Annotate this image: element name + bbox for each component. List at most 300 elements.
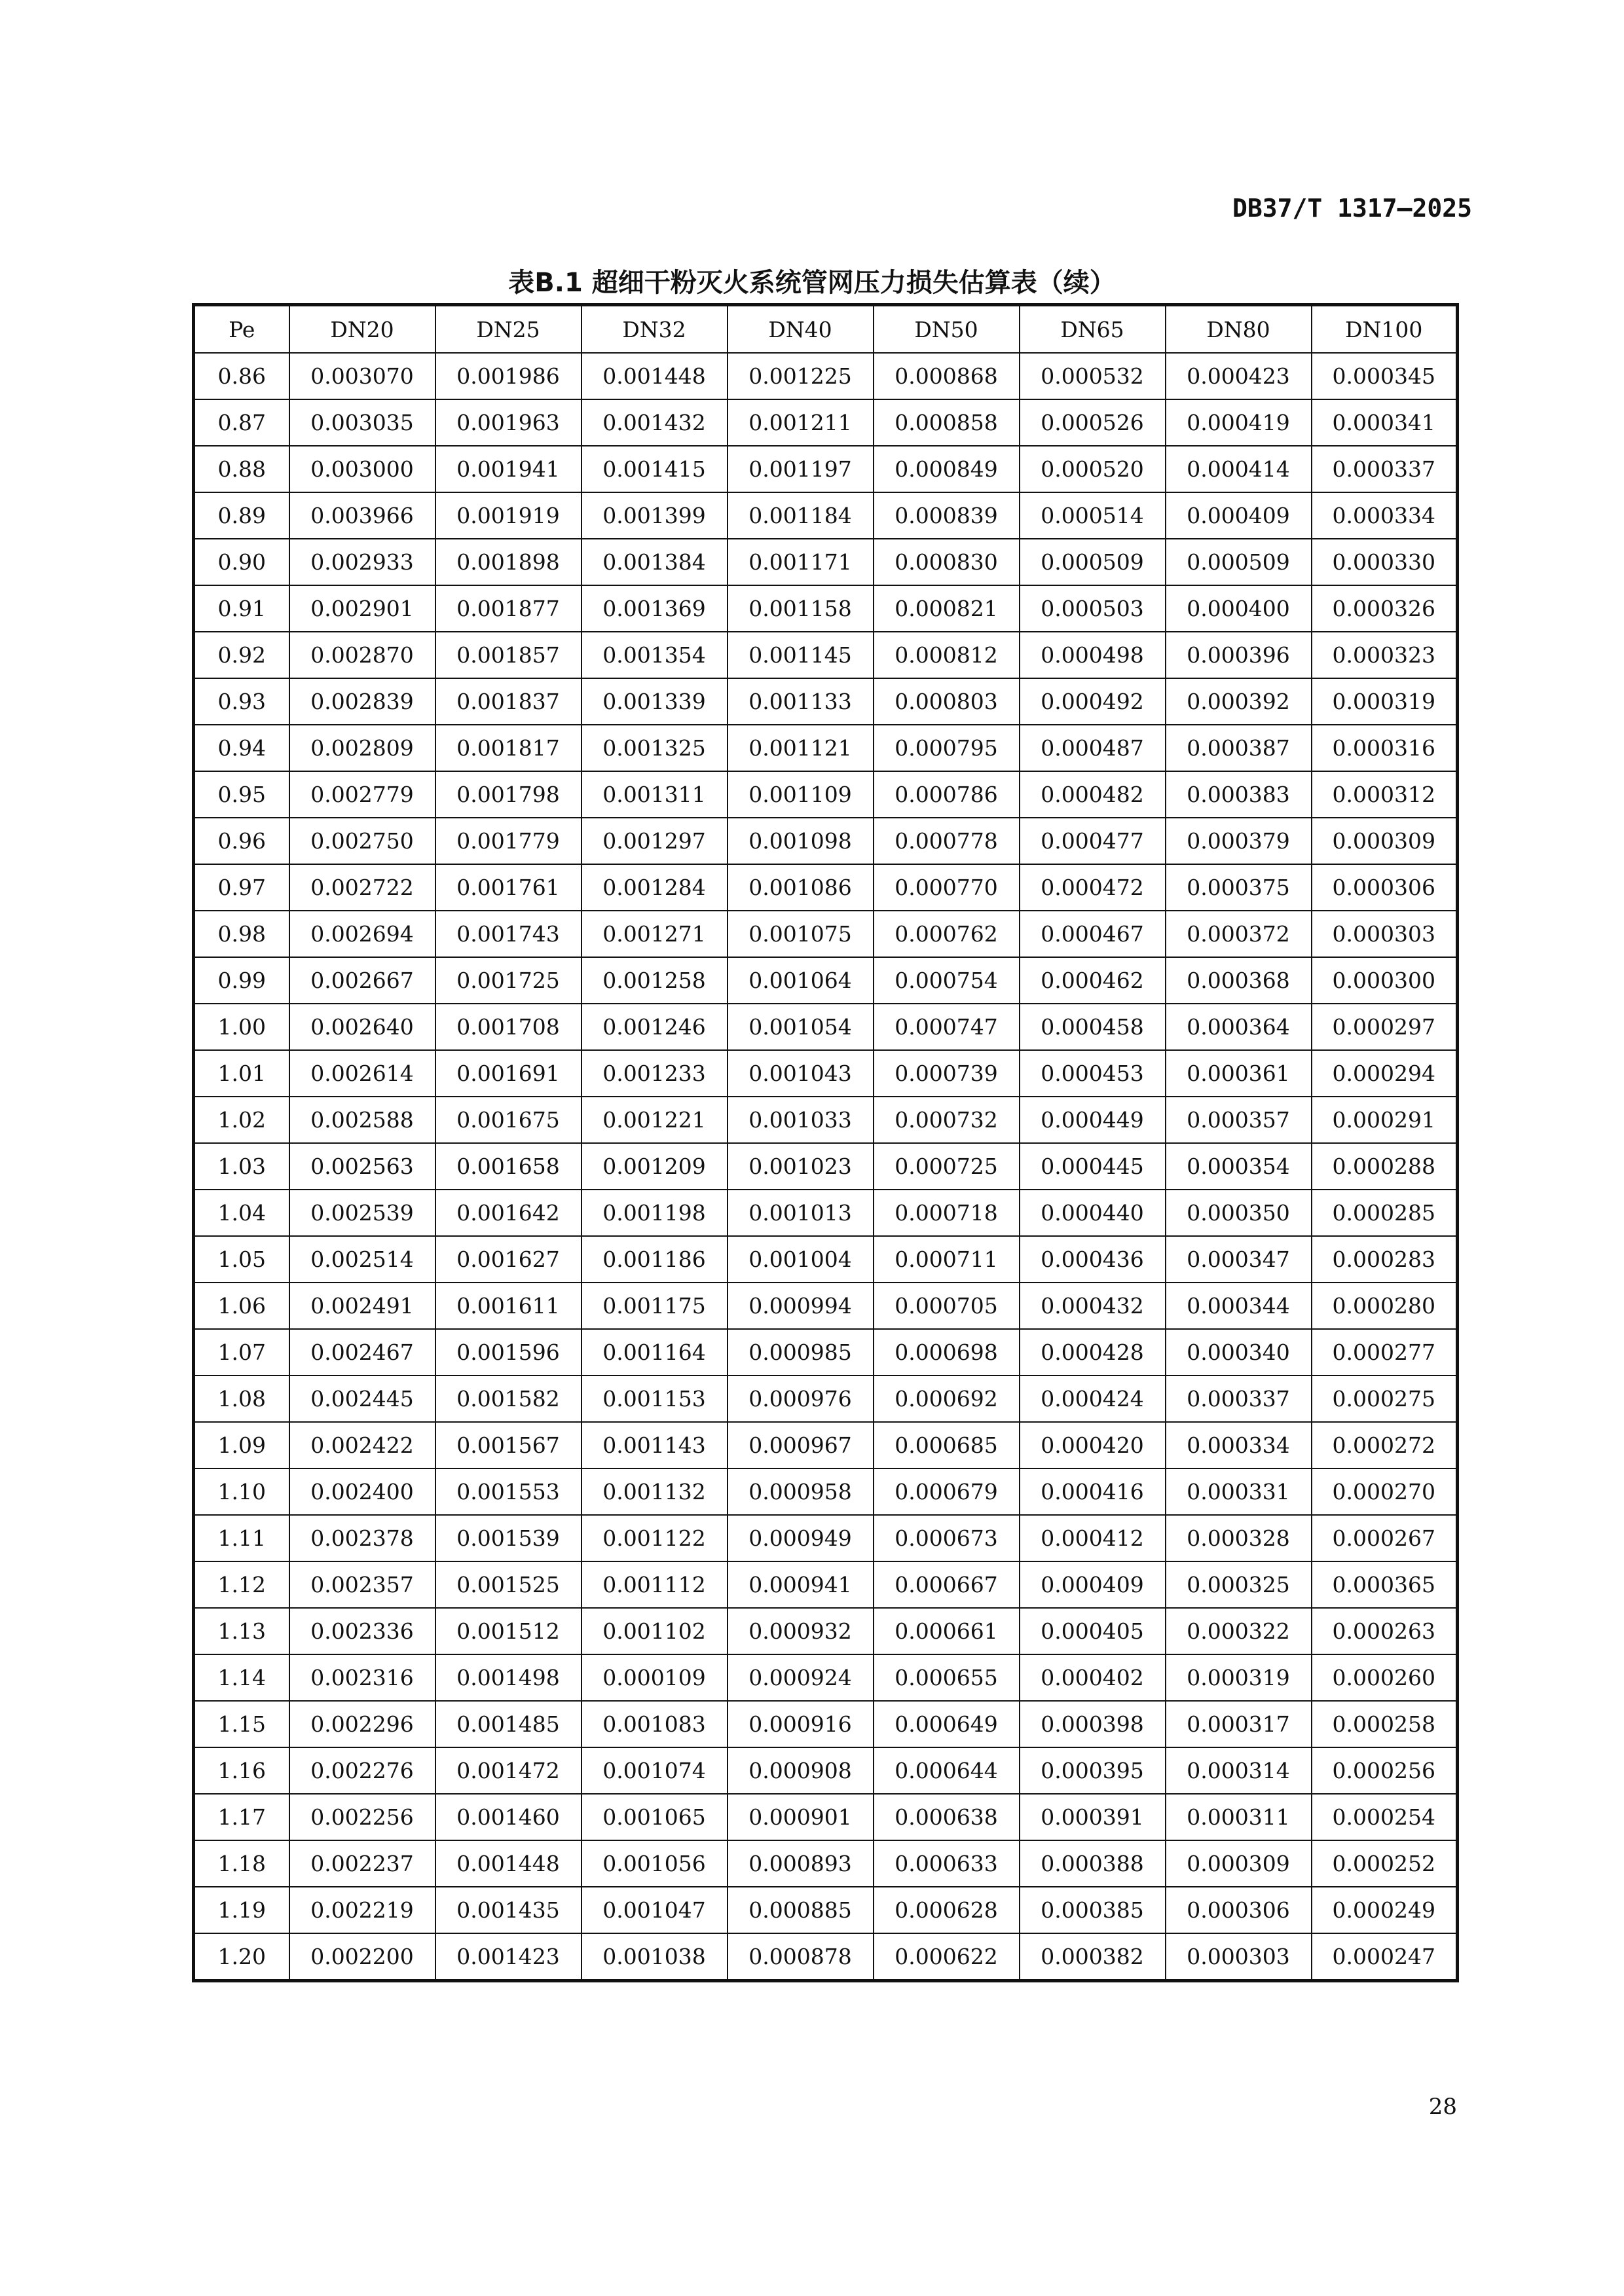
pe-cell: 1.07 (194, 1329, 289, 1376)
loss-value-cell: 0.000306 (1312, 864, 1458, 911)
loss-value-cell: 0.001233 (581, 1050, 728, 1097)
pe-cell: 1.00 (194, 1004, 289, 1050)
loss-value-cell: 0.000482 (1020, 771, 1166, 818)
loss-value-cell: 0.000747 (874, 1004, 1020, 1050)
pe-cell: 1.09 (194, 1422, 289, 1468)
loss-value-cell: 0.002901 (289, 585, 435, 632)
loss-value-cell: 0.000288 (1312, 1143, 1458, 1190)
loss-value-cell: 0.002256 (289, 1794, 435, 1840)
loss-value-cell: 0.000498 (1020, 632, 1166, 678)
loss-value-cell: 0.000341 (1312, 399, 1458, 446)
loss-value-cell: 0.000462 (1020, 957, 1166, 1004)
loss-value-cell: 0.000858 (874, 399, 1020, 446)
table-row (194, 1376, 1458, 1422)
loss-value-cell: 0.003070 (289, 353, 435, 399)
loss-value-cell: 0.000303 (1166, 1933, 1312, 1981)
table-row (194, 1143, 1458, 1190)
loss-value-cell: 0.001153 (581, 1376, 728, 1422)
pe-cell: 1.05 (194, 1236, 289, 1283)
loss-value-cell: 0.000361 (1166, 1050, 1312, 1097)
pe-cell: 0.93 (194, 678, 289, 725)
loss-value-cell: 0.001817 (435, 725, 581, 771)
loss-value-cell: 0.000375 (1166, 864, 1312, 911)
pe-cell: 0.99 (194, 957, 289, 1004)
loss-value-cell: 0.000405 (1020, 1608, 1166, 1654)
loss-value-cell: 0.002563 (289, 1143, 435, 1190)
loss-value-cell: 0.001145 (728, 632, 874, 678)
standard-code: DB37/T 1317—2025 (1232, 194, 1472, 223)
loss-value-cell: 0.001919 (435, 492, 581, 539)
loss-value-cell: 0.001074 (581, 1747, 728, 1794)
loss-value-cell: 0.001435 (435, 1887, 581, 1933)
loss-value-cell: 0.002422 (289, 1422, 435, 1468)
table-row (194, 632, 1458, 678)
loss-value-cell: 0.000739 (874, 1050, 1020, 1097)
loss-value-cell: 0.000732 (874, 1097, 1020, 1143)
loss-value-cell: 0.000967 (728, 1422, 874, 1468)
loss-value-cell: 0.000249 (1312, 1887, 1458, 1933)
loss-value-cell: 0.000337 (1166, 1376, 1312, 1422)
loss-value-cell: 0.000520 (1020, 446, 1166, 492)
loss-value-cell: 0.001112 (581, 1561, 728, 1608)
table-row (194, 1422, 1458, 1468)
loss-value-cell: 0.000514 (1020, 492, 1166, 539)
loss-value-cell: 0.002694 (289, 911, 435, 957)
loss-value-cell: 0.000795 (874, 725, 1020, 771)
loss-value-cell: 0.001186 (581, 1236, 728, 1283)
pe-cell: 0.98 (194, 911, 289, 957)
table-row (194, 492, 1458, 539)
pe-cell: 1.19 (194, 1887, 289, 1933)
column-header-dn25: DN25 (435, 305, 581, 354)
loss-value-cell: 0.000893 (728, 1840, 874, 1887)
loss-value-cell: 0.001023 (728, 1143, 874, 1190)
loss-value-cell: 0.000667 (874, 1561, 1020, 1608)
loss-value-cell: 0.000868 (874, 353, 1020, 399)
table-header-row (194, 305, 1458, 354)
loss-value-cell: 0.000317 (1166, 1701, 1312, 1747)
loss-value-cell: 0.000350 (1166, 1190, 1312, 1236)
loss-value-cell: 0.001086 (728, 864, 874, 911)
loss-value-cell: 0.001133 (728, 678, 874, 725)
loss-value-cell: 0.000263 (1312, 1608, 1458, 1654)
loss-value-cell: 0.000628 (874, 1887, 1020, 1933)
loss-value-cell: 0.002933 (289, 539, 435, 585)
loss-value-cell: 0.001539 (435, 1515, 581, 1561)
loss-value-cell: 0.000272 (1312, 1422, 1458, 1468)
loss-value-cell: 0.000778 (874, 818, 1020, 864)
loss-value-cell: 0.000328 (1166, 1515, 1312, 1561)
loss-value-cell: 0.001596 (435, 1329, 581, 1376)
loss-value-cell: 0.000357 (1166, 1097, 1312, 1143)
loss-value-cell: 0.000280 (1312, 1283, 1458, 1329)
pe-cell: 0.94 (194, 725, 289, 771)
column-header-dn20: DN20 (289, 305, 435, 354)
loss-value-cell: 0.000330 (1312, 539, 1458, 585)
table-row (194, 1840, 1458, 1887)
loss-value-cell: 0.000402 (1020, 1654, 1166, 1701)
loss-value-cell: 0.000270 (1312, 1468, 1458, 1515)
loss-value-cell: 0.000830 (874, 539, 1020, 585)
table-row (194, 1236, 1458, 1283)
loss-value-cell: 0.002378 (289, 1515, 435, 1561)
loss-value-cell: 0.001258 (581, 957, 728, 1004)
loss-value-cell: 0.000685 (874, 1422, 1020, 1468)
loss-value-cell: 0.001065 (581, 1794, 728, 1840)
loss-value-cell: 0.001102 (581, 1608, 728, 1654)
pe-cell: 1.03 (194, 1143, 289, 1190)
loss-value-cell: 0.001837 (435, 678, 581, 725)
loss-value-cell: 0.002336 (289, 1608, 435, 1654)
loss-value-cell: 0.000372 (1166, 911, 1312, 957)
pe-cell: 1.16 (194, 1747, 289, 1794)
table-row (194, 353, 1458, 399)
loss-value-cell: 0.000812 (874, 632, 1020, 678)
loss-value-cell: 0.000916 (728, 1701, 874, 1747)
loss-value-cell: 0.000932 (728, 1608, 874, 1654)
loss-value-cell: 0.001246 (581, 1004, 728, 1050)
loss-value-cell: 0.003000 (289, 446, 435, 492)
table-row (194, 1608, 1458, 1654)
loss-value-cell: 0.000420 (1020, 1422, 1166, 1468)
loss-value-cell: 0.000297 (1312, 1004, 1458, 1050)
loss-value-cell: 0.000277 (1312, 1329, 1458, 1376)
loss-value-cell: 0.001121 (728, 725, 874, 771)
loss-value-cell: 0.002667 (289, 957, 435, 1004)
loss-value-cell: 0.000924 (728, 1654, 874, 1701)
loss-value-cell: 0.001691 (435, 1050, 581, 1097)
page-number: 28 (1428, 2094, 1457, 2120)
loss-value-cell: 0.000388 (1020, 1840, 1166, 1887)
loss-value-cell: 0.000424 (1020, 1376, 1166, 1422)
loss-value-cell: 0.000445 (1020, 1143, 1166, 1190)
loss-value-cell: 0.001448 (581, 353, 728, 399)
loss-value-cell: 0.000821 (874, 585, 1020, 632)
loss-value-cell: 0.000416 (1020, 1468, 1166, 1515)
loss-value-cell: 0.000725 (874, 1143, 1020, 1190)
table-row (194, 1050, 1458, 1097)
table-row (194, 399, 1458, 446)
loss-value-cell: 0.000409 (1166, 492, 1312, 539)
table-row (194, 957, 1458, 1004)
table-row (194, 1701, 1458, 1747)
table-row (194, 1004, 1458, 1050)
loss-value-cell: 0.000754 (874, 957, 1020, 1004)
table-row (194, 911, 1458, 957)
loss-value-cell: 0.001054 (728, 1004, 874, 1050)
loss-value-cell: 0.001033 (728, 1097, 874, 1143)
pe-cell: 1.20 (194, 1933, 289, 1981)
loss-value-cell: 0.000400 (1166, 585, 1312, 632)
table-row (194, 864, 1458, 911)
loss-value-cell: 0.000319 (1312, 678, 1458, 725)
loss-value-cell: 0.001339 (581, 678, 728, 725)
loss-value-cell: 0.001708 (435, 1004, 581, 1050)
loss-value-cell: 0.001043 (728, 1050, 874, 1097)
loss-value-cell: 0.000379 (1166, 818, 1312, 864)
loss-value-cell: 0.002870 (289, 632, 435, 678)
pe-cell: 1.10 (194, 1468, 289, 1515)
loss-value-cell: 0.000487 (1020, 725, 1166, 771)
loss-value-cell: 0.000949 (728, 1515, 874, 1561)
loss-value-cell: 0.002357 (289, 1561, 435, 1608)
table-row (194, 818, 1458, 864)
loss-value-cell: 0.002588 (289, 1097, 435, 1143)
loss-value-cell: 0.001761 (435, 864, 581, 911)
pe-cell: 1.06 (194, 1283, 289, 1329)
loss-value-cell: 0.000314 (1166, 1747, 1312, 1794)
loss-value-cell: 0.000391 (1020, 1794, 1166, 1840)
table-title: 表B.1 超细干粉灭火系统管网压力损失估算表（续） (508, 268, 1116, 298)
loss-value-cell: 0.000423 (1166, 353, 1312, 399)
loss-value-cell: 0.001675 (435, 1097, 581, 1143)
loss-value-cell: 0.001512 (435, 1608, 581, 1654)
loss-value-cell: 0.000109 (581, 1654, 728, 1701)
loss-value-cell: 0.000319 (1166, 1654, 1312, 1701)
loss-value-cell: 0.000419 (1166, 399, 1312, 446)
pe-cell: 1.02 (194, 1097, 289, 1143)
loss-value-cell: 0.001423 (435, 1933, 581, 1981)
loss-value-cell: 0.000365 (1312, 1561, 1458, 1608)
pe-cell: 0.97 (194, 864, 289, 911)
loss-value-cell: 0.002722 (289, 864, 435, 911)
loss-value-cell: 0.000256 (1312, 1747, 1458, 1794)
loss-value-cell: 0.001658 (435, 1143, 581, 1190)
loss-value-cell: 0.000383 (1166, 771, 1312, 818)
loss-value-cell: 0.000285 (1312, 1190, 1458, 1236)
loss-value-cell: 0.000770 (874, 864, 1020, 911)
loss-value-cell: 0.002237 (289, 1840, 435, 1887)
loss-value-cell: 0.000718 (874, 1190, 1020, 1236)
loss-value-cell: 0.000477 (1020, 818, 1166, 864)
loss-value-cell: 0.000325 (1166, 1561, 1312, 1608)
loss-value-cell: 0.001963 (435, 399, 581, 446)
table-row (194, 678, 1458, 725)
loss-value-cell: 0.001415 (581, 446, 728, 492)
loss-value-cell: 0.000436 (1020, 1236, 1166, 1283)
loss-value-cell: 0.000638 (874, 1794, 1020, 1840)
pe-cell: 1.18 (194, 1840, 289, 1887)
loss-value-cell: 0.000340 (1166, 1329, 1312, 1376)
loss-value-cell: 0.000976 (728, 1376, 874, 1422)
loss-value-cell: 0.001271 (581, 911, 728, 957)
loss-value-cell: 0.000449 (1020, 1097, 1166, 1143)
pe-cell: 0.91 (194, 585, 289, 632)
column-header-dn65: DN65 (1020, 305, 1166, 354)
loss-value-cell: 0.000396 (1166, 632, 1312, 678)
pe-cell: 1.17 (194, 1794, 289, 1840)
loss-value-cell: 0.000283 (1312, 1236, 1458, 1283)
loss-value-cell: 0.001642 (435, 1190, 581, 1236)
loss-value-cell: 0.000692 (874, 1376, 1020, 1422)
loss-value-cell: 0.000673 (874, 1515, 1020, 1561)
loss-value-cell: 0.000247 (1312, 1933, 1458, 1981)
loss-value-cell: 0.001432 (581, 399, 728, 446)
loss-value-cell: 0.000275 (1312, 1376, 1458, 1422)
table-row (194, 446, 1458, 492)
loss-value-cell: 0.000453 (1020, 1050, 1166, 1097)
loss-value-cell: 0.000432 (1020, 1283, 1166, 1329)
loss-value-cell: 0.000655 (874, 1654, 1020, 1701)
loss-value-cell: 0.000368 (1166, 957, 1312, 1004)
loss-value-cell: 0.000303 (1312, 911, 1458, 957)
loss-value-cell: 0.000509 (1166, 539, 1312, 585)
loss-value-cell: 0.000885 (728, 1887, 874, 1933)
loss-value-cell: 0.002296 (289, 1701, 435, 1747)
pe-cell: 0.86 (194, 353, 289, 399)
loss-value-cell: 0.000334 (1312, 492, 1458, 539)
loss-value-cell: 0.003966 (289, 492, 435, 539)
loss-value-cell: 0.001525 (435, 1561, 581, 1608)
loss-value-cell: 0.000705 (874, 1283, 1020, 1329)
loss-value-cell: 0.001038 (581, 1933, 728, 1981)
loss-value-cell: 0.000331 (1166, 1468, 1312, 1515)
loss-value-cell: 0.001064 (728, 957, 874, 1004)
loss-value-cell: 0.000385 (1020, 1887, 1166, 1933)
table-row (194, 539, 1458, 585)
loss-value-cell: 0.000306 (1166, 1887, 1312, 1933)
loss-value-cell: 0.001498 (435, 1654, 581, 1701)
loss-value-cell: 0.001184 (728, 492, 874, 539)
loss-value-cell: 0.000345 (1312, 353, 1458, 399)
loss-value-cell: 0.000661 (874, 1608, 1020, 1654)
loss-value-cell: 0.001311 (581, 771, 728, 818)
table-row (194, 725, 1458, 771)
loss-value-cell: 0.001384 (581, 539, 728, 585)
loss-value-cell: 0.000291 (1312, 1097, 1458, 1143)
loss-value-cell: 0.001611 (435, 1283, 581, 1329)
loss-value-cell: 0.001472 (435, 1747, 581, 1794)
loss-value-cell: 0.002276 (289, 1747, 435, 1794)
table-row (194, 1468, 1458, 1515)
loss-value-cell: 0.001221 (581, 1097, 728, 1143)
column-header-dn100: DN100 (1312, 305, 1458, 354)
table-row (194, 1933, 1458, 1981)
loss-value-cell: 0.000762 (874, 911, 1020, 957)
loss-value-cell: 0.001284 (581, 864, 728, 911)
loss-value-cell: 0.002445 (289, 1376, 435, 1422)
loss-value-cell: 0.001448 (435, 1840, 581, 1887)
loss-value-cell: 0.000354 (1166, 1143, 1312, 1190)
loss-value-cell: 0.000254 (1312, 1794, 1458, 1840)
loss-value-cell: 0.001779 (435, 818, 581, 864)
loss-value-cell: 0.002514 (289, 1236, 435, 1283)
loss-value-cell: 0.001109 (728, 771, 874, 818)
loss-value-cell: 0.000309 (1166, 1840, 1312, 1887)
loss-value-cell: 0.001175 (581, 1283, 728, 1329)
loss-value-cell: 0.001047 (581, 1887, 728, 1933)
loss-value-cell: 0.001132 (581, 1468, 728, 1515)
pe-cell: 0.88 (194, 446, 289, 492)
pe-cell: 0.96 (194, 818, 289, 864)
loss-value-cell: 0.001369 (581, 585, 728, 632)
loss-value-cell: 0.001197 (728, 446, 874, 492)
loss-value-cell: 0.000458 (1020, 1004, 1166, 1050)
loss-value-cell: 0.000622 (874, 1933, 1020, 1981)
loss-value-cell: 0.000395 (1020, 1747, 1166, 1794)
loss-value-cell: 0.000985 (728, 1329, 874, 1376)
column-header-dn40: DN40 (728, 305, 874, 354)
table-row (194, 771, 1458, 818)
loss-value-cell: 0.001158 (728, 585, 874, 632)
loss-value-cell: 0.000472 (1020, 864, 1166, 911)
loss-value-cell: 0.001225 (728, 353, 874, 399)
loss-value-cell: 0.000260 (1312, 1654, 1458, 1701)
loss-value-cell: 0.000649 (874, 1701, 1020, 1747)
loss-value-cell: 0.001941 (435, 446, 581, 492)
pe-cell: 1.15 (194, 1701, 289, 1747)
loss-value-cell: 0.000387 (1166, 725, 1312, 771)
loss-value-cell: 0.002467 (289, 1329, 435, 1376)
pe-cell: 0.95 (194, 771, 289, 818)
loss-value-cell: 0.001627 (435, 1236, 581, 1283)
loss-value-cell: 0.000364 (1166, 1004, 1312, 1050)
loss-value-cell: 0.002219 (289, 1887, 435, 1933)
loss-value-cell: 0.001143 (581, 1422, 728, 1468)
loss-value-cell: 0.002491 (289, 1283, 435, 1329)
table-row (194, 1097, 1458, 1143)
table-row (194, 585, 1458, 632)
loss-value-cell: 0.001325 (581, 725, 728, 771)
loss-value-cell: 0.000994 (728, 1283, 874, 1329)
loss-value-cell: 0.000849 (874, 446, 1020, 492)
loss-value-cell: 0.001209 (581, 1143, 728, 1190)
loss-value-cell: 0.001986 (435, 353, 581, 399)
loss-value-cell: 0.000786 (874, 771, 1020, 818)
loss-value-cell: 0.001857 (435, 632, 581, 678)
loss-value-cell: 0.001171 (728, 539, 874, 585)
loss-value-cell: 0.002640 (289, 1004, 435, 1050)
loss-value-cell: 0.000526 (1020, 399, 1166, 446)
pe-cell: 1.04 (194, 1190, 289, 1236)
loss-value-cell: 0.001083 (581, 1701, 728, 1747)
loss-value-cell: 0.000440 (1020, 1190, 1166, 1236)
loss-value-cell: 0.000267 (1312, 1515, 1458, 1561)
table-row (194, 1190, 1458, 1236)
loss-value-cell: 0.000409 (1020, 1561, 1166, 1608)
loss-value-cell: 0.000309 (1312, 818, 1458, 864)
loss-value-cell: 0.000326 (1312, 585, 1458, 632)
column-header-dn80: DN80 (1166, 305, 1312, 354)
pressure-loss-table (192, 303, 1459, 1982)
loss-value-cell: 0.002539 (289, 1190, 435, 1236)
loss-value-cell: 0.000337 (1312, 446, 1458, 492)
loss-value-cell: 0.001877 (435, 585, 581, 632)
pe-cell: 0.89 (194, 492, 289, 539)
loss-value-cell: 0.001399 (581, 492, 728, 539)
loss-value-cell: 0.000382 (1020, 1933, 1166, 1981)
table-row (194, 1329, 1458, 1376)
loss-value-cell: 0.002316 (289, 1654, 435, 1701)
loss-value-cell: 0.001798 (435, 771, 581, 818)
loss-value-cell: 0.001211 (728, 399, 874, 446)
loss-value-cell: 0.002400 (289, 1468, 435, 1515)
loss-value-cell: 0.000958 (728, 1468, 874, 1515)
loss-value-cell: 0.001013 (728, 1190, 874, 1236)
loss-value-cell: 0.000633 (874, 1840, 1020, 1887)
loss-value-cell: 0.000803 (874, 678, 1020, 725)
pe-cell: 1.11 (194, 1515, 289, 1561)
table-row (194, 1515, 1458, 1561)
loss-value-cell: 0.000509 (1020, 539, 1166, 585)
loss-value-cell: 0.001354 (581, 632, 728, 678)
loss-value-cell: 0.002839 (289, 678, 435, 725)
loss-value-cell: 0.002750 (289, 818, 435, 864)
loss-value-cell: 0.000414 (1166, 446, 1312, 492)
loss-value-cell: 0.001485 (435, 1701, 581, 1747)
table-row (194, 1561, 1458, 1608)
column-header-dn32: DN32 (581, 305, 728, 354)
